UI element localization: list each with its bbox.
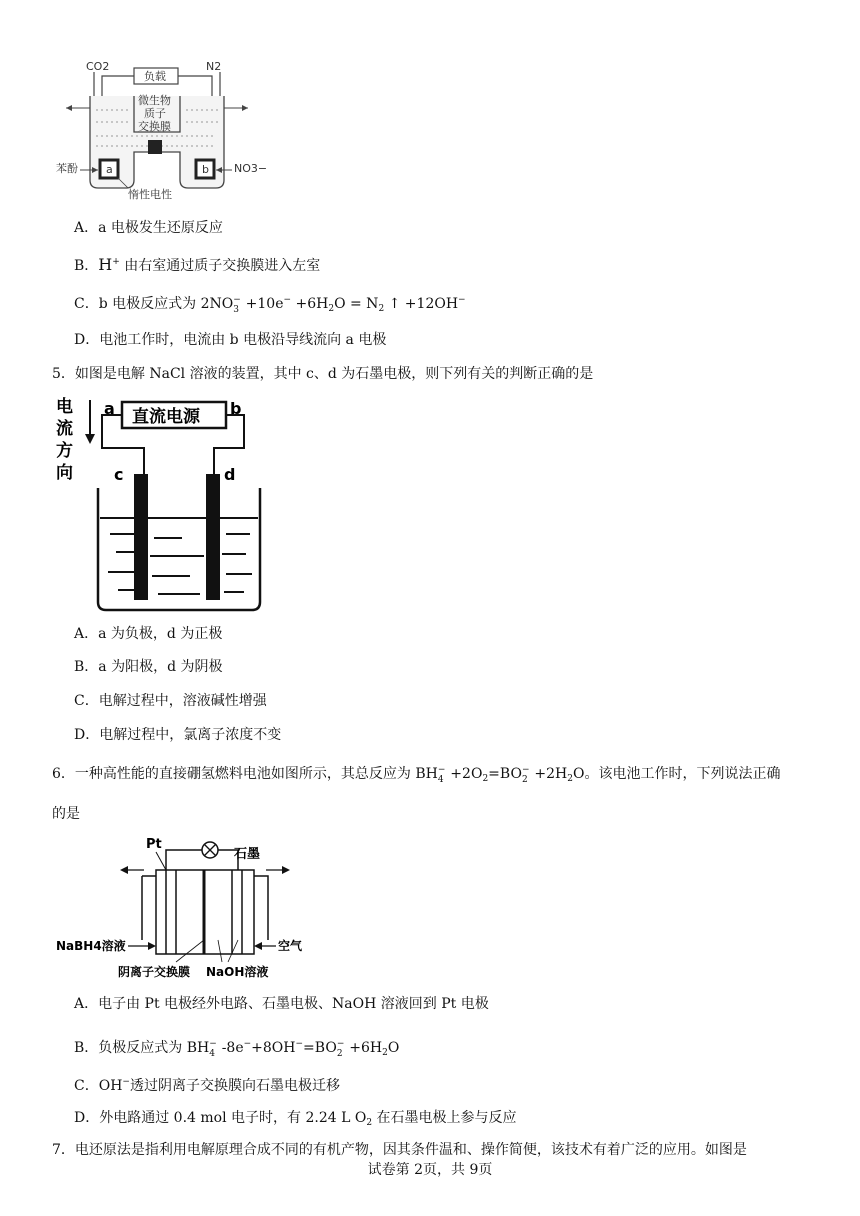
electrode-a-label: a bbox=[106, 163, 113, 176]
pole-b-label: b bbox=[230, 399, 242, 418]
current-dir-3: 方 bbox=[56, 441, 73, 461]
pole-a-label: a bbox=[104, 399, 115, 418]
q5-stem: 5．如图是电解 NaCl 溶液的装置，其中 c、d 为石墨电极，则下列有关的判断正确的是 bbox=[52, 366, 594, 382]
q6-option-c: C．OH−透过阴离子交换膜向石墨电极迁移 bbox=[74, 1077, 340, 1094]
electrode-d-label: d bbox=[224, 465, 236, 484]
q7-stem: 7．电还原法是指利用电解原理合成不同的有机产物，因其条件温和、操作简便，该技术有着广泛的应用。如图是 bbox=[52, 1142, 747, 1158]
phenol-label: 苯酚 bbox=[56, 162, 78, 175]
current-dir-2: 流 bbox=[56, 419, 73, 439]
n2-label: N2 bbox=[206, 60, 222, 73]
nitrate-label: NO3− bbox=[234, 162, 268, 175]
q5-option-a: A．a 为负极，d 为正极 bbox=[74, 626, 223, 642]
proton-label-1: 质子 bbox=[144, 107, 166, 120]
current-dir-1: 电 bbox=[56, 397, 73, 417]
figure-borohydride-fuel-cell bbox=[56, 836, 316, 986]
q5-option-d: D．电解过程中，氯离子浓度不变 bbox=[74, 727, 282, 743]
electrode-b-label: b bbox=[202, 163, 209, 176]
power-label: 直流电源 bbox=[132, 407, 200, 427]
q5-option-b: B．a 为阳极，d 为阴极 bbox=[74, 659, 223, 675]
q4-option-a: A．a 电极发生还原反应 bbox=[74, 220, 223, 236]
q4-option-c: C．b 电极反应式为 2NO − 3 $+10e^- +6H_2O = N_2$ ↑ +12OH− bbox=[74, 295, 466, 315]
figure-microbial-fuel-cell bbox=[56, 60, 268, 201]
air-label: 空气 bbox=[278, 939, 303, 953]
q4-option-b: B．H+ 由右室通过质子交换膜进入左室 bbox=[74, 255, 321, 274]
graphite-label: 石墨 bbox=[234, 847, 261, 862]
q6-option-b: B．负极反应式为 BH − 4 -8e−+8OH−=BO − 2 $+6H_2O$ bbox=[74, 1039, 400, 1059]
q6-option-d: D．外电路通过 0.4 mol 电子时，有 2.24 L $O_2$ 在石墨电极上参与反应 bbox=[74, 1110, 517, 1128]
pt-label: Pt bbox=[146, 837, 162, 852]
proton-label-2: 交换膜 bbox=[138, 120, 171, 133]
microbe-label: 微生物 bbox=[138, 94, 171, 107]
naoh-label: NaOH溶液 bbox=[206, 965, 269, 979]
page-footer: 试卷第 2页，共 9页 bbox=[367, 1162, 493, 1178]
q6-stem-line1: 6．一种高性能的直接硼氢燃料电池如图所示，其总反应为 BH − 4 $+2O_2=BO$ − 2 $+2H_2O$。该电池工作时，下列说法正确 bbox=[52, 765, 781, 785]
q5-option-c: C．电解过程中，溶液碱性增强 bbox=[74, 693, 267, 709]
q6-stem-line2: 的是 bbox=[52, 806, 80, 822]
figure-electrolysis-nacl bbox=[54, 392, 264, 614]
load-label: 负载 bbox=[144, 70, 166, 83]
co2-label: CO2 bbox=[86, 60, 110, 73]
current-dir-4: 向 bbox=[56, 463, 73, 483]
nabh4-label: NaBH4溶液 bbox=[56, 939, 126, 953]
membrane-label: 阴离子交换膜 bbox=[118, 965, 191, 979]
q4-option-d: D．电池工作时，电流由 b 电极沿导线流向 a 电极 bbox=[74, 332, 387, 348]
electrode-c-label: c bbox=[114, 465, 124, 484]
inert-electrode-label: 惰性电性 bbox=[128, 188, 172, 201]
q6-option-a: A．电子由 Pt 电极经外电路、石墨电极、NaOH 溶液回到 Pt 电极 bbox=[74, 996, 489, 1012]
